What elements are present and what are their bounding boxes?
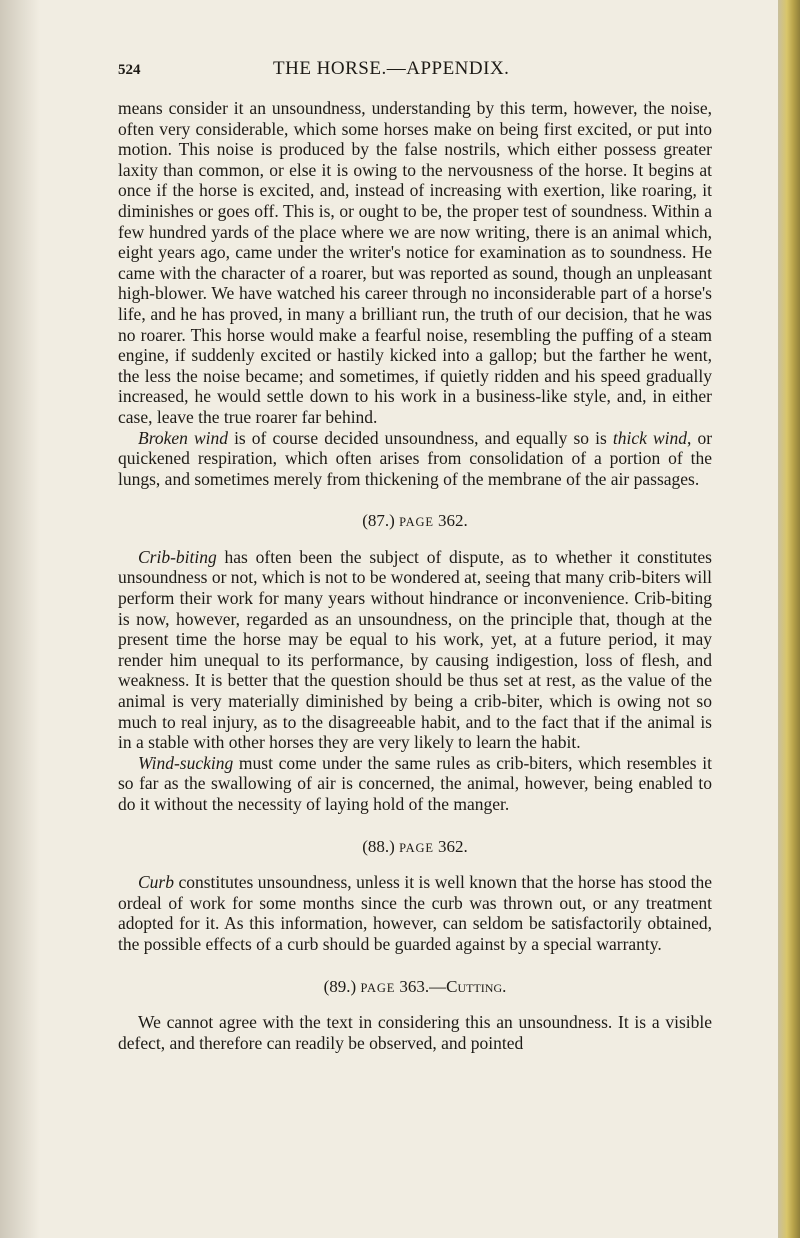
paragraph-cutting: We cannot agree with the text in considering this an unsoundness. It is a visible defect, and therefore can readily be observed, and pointed (118, 1012, 712, 1053)
term-broken-wind: Broken wind (138, 427, 228, 448)
section-heading-89 (118, 977, 712, 999)
section-heading-87 (118, 511, 712, 533)
section-number: (89.) (323, 976, 357, 996)
paragraph-wind-sucking-rest: must come under the same rules as crib-biters, which resembles it so far as the swallowing of air is concerned, the animal, however, being enabled to do it without the necessity of laying hold of the manger. (118, 752, 712, 814)
term-thick-wind: thick wind (612, 427, 687, 448)
section-term-cutting: Cutting. (446, 976, 507, 996)
section-page-label: PAGE (399, 515, 434, 530)
book-binding-edge (778, 0, 800, 1238)
page-body (118, 98, 712, 1053)
section-dash: — (429, 976, 447, 996)
paragraph-wind-sucking (118, 753, 712, 815)
paragraph-curb (118, 872, 712, 954)
section-page-number: 362. (438, 836, 468, 856)
paragraph-crib-biting (118, 547, 712, 753)
term-curb: Curb (138, 872, 174, 893)
section-page-number: 362. (438, 511, 468, 531)
paragraph-false-nostril-noise: means consider it an unsoundness, understanding by this term, however, the noise, often very considerable, which some horses make on being first excited, or put into motion. This noise is produced by the false nostrils, which either possess greater laxity than common, or else it is owing to the nervousness of the horse. It begins at once if the horse is excited, and, instead of increasing with exertion, like roaring, it diminishes or goes off. This is, or ought to be, the proper test of soundness. Within a few hundred yards of the place where we are now writing, there is an animal which, eight years ago, came under the writer's notice for examination as to soundness. He came with the character of a roarer, but was reported as sound, though an unpleasant high-blower. We have watched his career through no inconsiderable part of a horse's life, and he has proved, in many a brilliant run, the truth of our decision, that he was no roarer. This horse would make a fearful noise, resembling the puffing of a steam engine, if suddenly excited or hastily kicked into a gallop; but the farther he went, the less the noise became; and sometimes, if quietly ridden and his speed gradually increased, he would settle down to his work in a business-like style, and, in either case, leave the true roarer far behind. (118, 98, 712, 427)
gutter-shadow (0, 0, 40, 1238)
paragraph-broken-wind-rest: , or quickened respiration, which often arises from consolidation of a portion of the lungs, and sometimes merely from thickening of the membrane of the air passages. (118, 427, 713, 489)
section-page-label: PAGE (399, 840, 434, 855)
paragraph-crib-biting-rest: has often been the subject of dispute, as to whether it constitutes unsoundness or not, which is not to be wondered at, seeing that many crib-biters will perform their work for many years without hindrance or inconvenience. Crib-biting is now, however, regarded as an unsoundness, on the principle that, though at the present time the horse may be equal to his work, yet, at a future period, it may render him unequal to its performance, by causing indigestion, loss of flesh, and weakness. It is better that the question should be thus set at rest, as the value of the animal is very materially diminished by being a crib-biter, which is owing not so much to real injury, as to the disagreeable habit, and to the fact that if the animal is in a stable with other horses they are very likely to learn the habit. (118, 546, 712, 753)
page-header (118, 58, 698, 82)
section-heading-88 (118, 837, 712, 859)
section-number: (88.) (362, 836, 395, 856)
section-number: (87.) (362, 511, 395, 531)
term-crib-biting: Crib-biting (138, 546, 217, 567)
paragraph-curb-rest: constitutes unsoundness, unless it is well known that the horse has stood the ordeal of work for some months since the curb was thrown out, or any treatment adopted for it. As this information, however, can seldom be satisfactorily obtained, the possible effects of a curb should be guarded against by a special warranty. (118, 872, 712, 954)
term-wind-sucking: Wind-sucking (138, 752, 234, 773)
section-page-label: PAGE (360, 980, 396, 995)
section-page-number: 363. (399, 976, 430, 996)
page-number: 524 (118, 62, 141, 78)
paragraph-broken-wind-mid: is of course decided unsoundness, and equally so is (228, 427, 613, 448)
running-title: THE HORSE.—APPENDIX. (273, 58, 510, 79)
paragraph-broken-wind (118, 428, 712, 490)
